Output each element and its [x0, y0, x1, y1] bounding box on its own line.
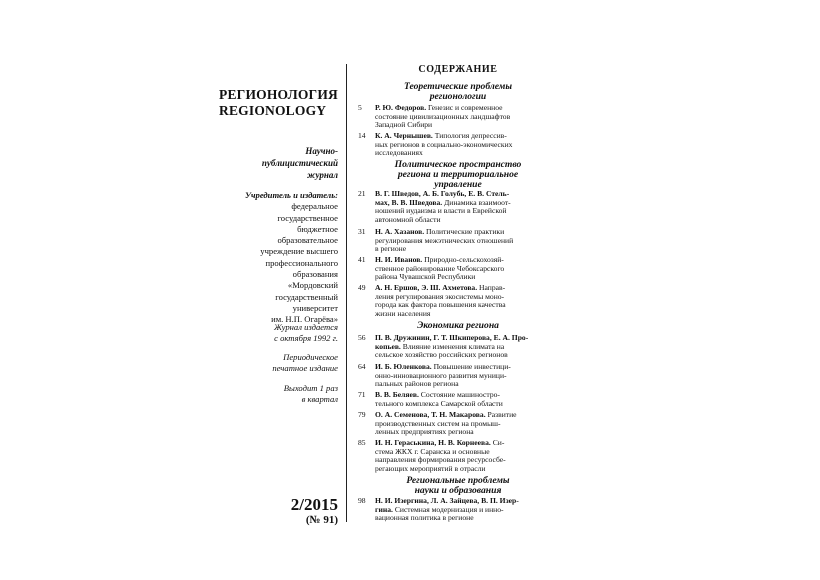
note-line: Выходит 1 раз: [283, 383, 338, 393]
entry-title-line: Направ-: [479, 283, 506, 292]
entry-authors: О. А. Семенова, Т. Н. Макарова.: [375, 410, 486, 419]
entry-title-line: стема ЖКХ г. Саранска и основные: [375, 446, 490, 456]
entry-authors: Н. И. Иванов.: [375, 255, 423, 264]
entry-page: 85: [358, 438, 366, 447]
publisher-line: им. Н.П. Огарёва»: [271, 314, 338, 325]
frequency-note: [284, 383, 338, 406]
entry-title-line: Влияние изменения климата на: [402, 341, 505, 351]
note-line: в квартал: [301, 394, 338, 405]
section-title-line: управление: [434, 179, 482, 190]
subtitle-line: журнал: [306, 170, 338, 180]
entry-page: 21: [358, 189, 366, 198]
journal-title: [219, 87, 338, 119]
entry-authors: А. Н. Ершов, Э. Ш. Ахметова.: [375, 283, 478, 292]
entry-title-line: ственное районирование Чебоксарского: [375, 263, 505, 273]
entry-page: 41: [358, 255, 366, 264]
entry-authors: Н. А. Хазанов.: [375, 227, 425, 236]
journal-title-ru: РЕГИОНОЛОГИЯ: [219, 87, 338, 102]
entry-title-line: Политические практики: [426, 227, 505, 236]
publisher-line: университет: [292, 302, 338, 313]
subtitle-line: публицистический: [261, 158, 338, 168]
entry-title-line: сельское хозяйство российских регионов: [375, 350, 508, 360]
publisher-line: государственное: [277, 212, 338, 223]
toc-section-title: [358, 321, 558, 331]
entry-authors: К. А. Чернышев.: [375, 131, 433, 140]
entry-page: 49: [358, 283, 366, 292]
publisher-line: образовательное: [277, 235, 338, 246]
entry-page: 64: [358, 362, 366, 371]
toc-section-title: [358, 82, 558, 102]
entry-title-line: района Чувашской Республики: [375, 272, 476, 282]
publisher-line: образования: [292, 269, 338, 280]
note-line: Журнал издается: [274, 322, 338, 332]
section-title-line: Экономика региона: [417, 320, 499, 331]
journal-title-en: REGIONOLOGY: [219, 103, 327, 118]
entry-title-line: Состояние машиностро-: [420, 390, 500, 399]
note-line: печатное издание: [272, 363, 338, 374]
entry-authors: В. В. Беляев.: [375, 390, 419, 399]
entry-title-line: города как фактора повышения качества: [375, 300, 506, 310]
publisher-line: бюджетное: [297, 223, 338, 234]
issue-label: 2/2015: [290, 495, 338, 514]
entry-title-line: Генезис и современное: [428, 103, 503, 112]
entry-title-line: Типология депрессив-: [434, 131, 507, 140]
entry-authors: П. В. Дружинин, Г. Т. Шкиперова, Е. А. Про-: [375, 333, 529, 342]
entry-authors: И. Б. Юленкова.: [375, 362, 432, 371]
entry-title-line: Системная модернизация и инно-: [394, 504, 504, 514]
entry-title-line: исследованиях: [375, 148, 423, 158]
entry-title-line: регулирования межэтнических отношений: [375, 235, 514, 245]
entry-title-line: Природно-сельскохозяй-: [424, 255, 504, 264]
entry-title-line: регающих мероприятий в отрасли: [375, 463, 486, 473]
entry-title-line: состояние цивилизационных ландшафтов: [375, 111, 511, 121]
section-title-line: Политическое пространство: [394, 159, 522, 170]
publisher-line: профессионального: [265, 257, 338, 268]
entry-title-line: Динамика взаимоот-: [444, 197, 511, 207]
entry-title-line: Западной Сибири: [375, 120, 433, 130]
section-title-line: региона и территориальное: [397, 169, 519, 180]
section-title-line: регионологии: [429, 91, 487, 102]
entry-title-line: пальных районов региона: [375, 379, 459, 389]
note-line: с октября 1992 г.: [274, 333, 338, 344]
issue-number: (№ 91): [305, 514, 338, 526]
publisher-label: Учредитель и издатель:: [245, 190, 338, 200]
entry-page: 98: [358, 496, 366, 505]
journal-subtitle: [262, 145, 338, 181]
entry-page: 71: [358, 390, 366, 399]
subtitle-line: Научно-: [305, 146, 338, 156]
section-title-line: Теоретические проблемы: [403, 81, 513, 92]
entry-title-line: ных регионов в социально-экономических: [375, 139, 513, 149]
entry-authors-cont: копьев.: [375, 341, 401, 351]
entry-title-line: Си-: [492, 438, 505, 447]
periodical-note: [272, 352, 338, 375]
column-divider: [346, 64, 347, 522]
entry-title-line: ленных предприятиях региона: [375, 427, 474, 437]
since-note: [274, 322, 338, 345]
entry-authors-cont: мах, В. В. Шведова.: [375, 197, 443, 207]
entry-title-line: ления регулирования экосистемы моно-: [375, 291, 505, 301]
entry-title-line: тельного комплекса Самарской области: [375, 398, 503, 408]
entry-authors: И. Н. Гераськина, Н. В. Корнеева.: [375, 438, 491, 447]
publisher-line: «Мордовский: [287, 280, 338, 291]
toc-section-title: [358, 476, 558, 496]
entry-authors: В. Г. Шведов, А. Б. Голубь, Е. В. Стель-: [375, 189, 510, 198]
entry-page: 31: [358, 227, 366, 236]
entry-title-line: производственных систем на промыш-: [375, 418, 501, 428]
entry-authors: Р. Ю. Федоров.: [375, 103, 427, 112]
publisher-line: государственный: [275, 291, 338, 302]
entry-title-line: онно-инновационного развития муници-: [375, 370, 507, 380]
publisher-line: учреждение высшего: [260, 246, 338, 257]
entry-title-line: ношений иудаизма и власти в Еврейской: [375, 206, 507, 216]
publisher-line: федеральное: [291, 201, 338, 212]
note-line: Периодическое: [283, 352, 338, 362]
entry-title-line: направления формирования ресурсосбе-: [375, 455, 506, 465]
entry-page: 56: [358, 333, 366, 342]
publisher-block: [245, 190, 338, 326]
section-title-line: науки и образования: [414, 485, 502, 496]
entry-title-line: автономной области: [375, 214, 441, 224]
entry-title-line: вационная политика в регионе: [375, 513, 474, 523]
entry-title-line: Развитие: [487, 410, 517, 419]
section-title-line: Региональные проблемы: [406, 475, 510, 486]
toc-heading: СОДЕРЖАНИЕ: [418, 64, 498, 75]
entry-authors: Н. И. Изергина, Л. А. Зайцева, В. П. Изер-: [375, 496, 519, 505]
entry-page: 5: [358, 103, 362, 112]
entry-page: 14: [358, 131, 366, 140]
entry-title-line: Повышение инвестици-: [433, 362, 511, 371]
toc-section-title: [358, 160, 558, 190]
entry-page: 79: [358, 410, 366, 419]
entry-authors-cont: гина.: [375, 504, 393, 514]
entry-title-line: в регионе: [375, 244, 407, 254]
entry-title-line: жизни населения: [375, 308, 431, 318]
